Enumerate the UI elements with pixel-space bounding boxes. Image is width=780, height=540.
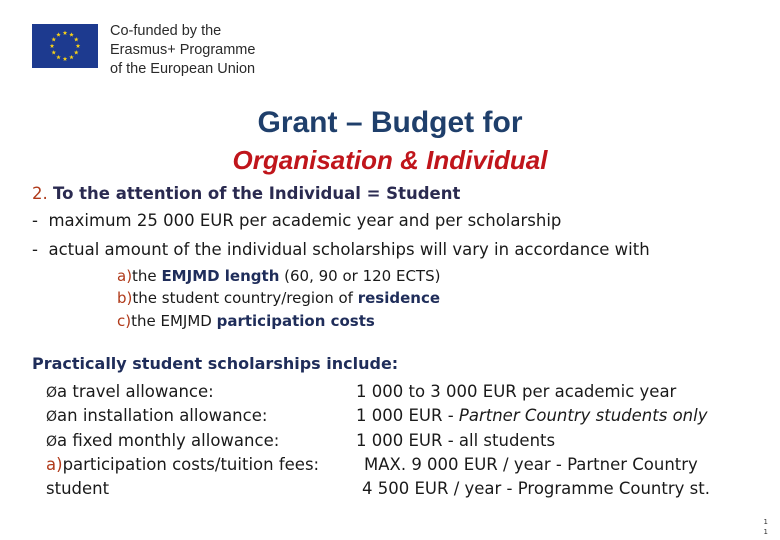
- eu-stars-icon: [32, 24, 98, 68]
- allowance-label-travel: [46, 382, 214, 401]
- tuition-label-text: participation costs/tuition fees:: [62, 455, 320, 474]
- star-icon: [51, 37, 56, 41]
- slide-subtitle: Organisation & Individual: [232, 145, 548, 175]
- star-icon: [51, 50, 56, 54]
- tuition-value-partner: MAX. 9 000 EUR / year - Partner Country: [364, 455, 698, 474]
- star-icon: [74, 37, 79, 41]
- bullet-dash: -: [32, 240, 38, 259]
- allowance-label: an installation allowance:: [57, 406, 268, 425]
- eu-line-1: Co-funded by the: [110, 23, 222, 39]
- list-bold: participation costs: [216, 312, 375, 330]
- allowance-value: 1 000 EUR - all students: [356, 431, 556, 450]
- tuition-value-programme: 4 500 EUR / year - Programme Country st.: [362, 479, 710, 498]
- list-item-c: [117, 312, 375, 330]
- section-heading: [32, 184, 460, 203]
- eu-cofunded-text: [110, 22, 255, 79]
- tuition-label-student: student: [46, 479, 110, 498]
- list-item-a: [117, 267, 440, 285]
- arrow-bullet-icon: Ø: [46, 385, 58, 401]
- bullet-text: maximum 25 000 EUR per academic year and per scholarship: [48, 211, 562, 230]
- list-text: the student country/region of: [132, 289, 358, 307]
- star-icon: [63, 31, 68, 35]
- allowance-label: a travel allowance:: [57, 382, 214, 401]
- allowance-value: 1 000 to 3 000 EUR per academic year: [356, 382, 677, 401]
- allowance-value-italic: Partner Country students only: [458, 406, 708, 425]
- list-text: the EMJMD: [131, 312, 217, 330]
- bullet-text: actual amount of the individual scholarships will vary in accordance with: [48, 240, 650, 259]
- list-letter: a): [117, 267, 133, 285]
- allowance-value-travel: [356, 382, 676, 401]
- allowance-label-monthly: [46, 431, 279, 450]
- page-number: [764, 517, 768, 537]
- star-icon: [56, 32, 61, 36]
- tuition-label: [46, 455, 319, 474]
- list-letter: a): [46, 455, 63, 474]
- allowance-value: 1 000 EUR -: [356, 406, 459, 425]
- slide-title: Grant – Budget for: [257, 106, 523, 139]
- list-letter: b): [117, 289, 133, 307]
- arrow-bullet-icon: Ø: [46, 409, 58, 425]
- list-text: the: [132, 267, 162, 285]
- eu-line-3: of the European Union: [110, 61, 256, 77]
- arrow-bullet-icon: Ø: [46, 434, 58, 450]
- allowance-label-installation: [46, 406, 267, 425]
- eu-flag-logo: [32, 24, 98, 68]
- allowance-label: a fixed monthly allowance:: [57, 431, 280, 450]
- list-bold: residence: [357, 289, 441, 307]
- star-icon: [74, 50, 79, 54]
- allowance-value-installation: [356, 406, 707, 425]
- star-icon: [50, 44, 55, 48]
- allowance-value-monthly: [356, 431, 555, 450]
- page-number-line: 1: [763, 518, 768, 526]
- section-number: 2.: [32, 184, 48, 203]
- list-item-b: [117, 289, 440, 307]
- star-icon: [69, 32, 74, 36]
- bullet-max: [32, 211, 561, 230]
- eu-line-2: Erasmus+ Programme: [110, 42, 256, 58]
- section-heading-text: To the attention of the Individual = Student: [53, 184, 461, 203]
- list-text: (60, 90 or 120 ECTS): [279, 267, 441, 285]
- star-icon: [56, 55, 61, 59]
- star-icon: [63, 57, 68, 61]
- page-number-line: 1: [763, 528, 768, 536]
- star-icon: [69, 55, 74, 59]
- bullet-actual: [32, 240, 650, 259]
- list-bold: EMJMD length: [161, 267, 280, 285]
- practically-heading: Practically student scholarships include:: [32, 354, 399, 373]
- list-letter: c): [117, 312, 132, 330]
- star-icon: [76, 44, 81, 48]
- bullet-dash: -: [32, 211, 38, 230]
